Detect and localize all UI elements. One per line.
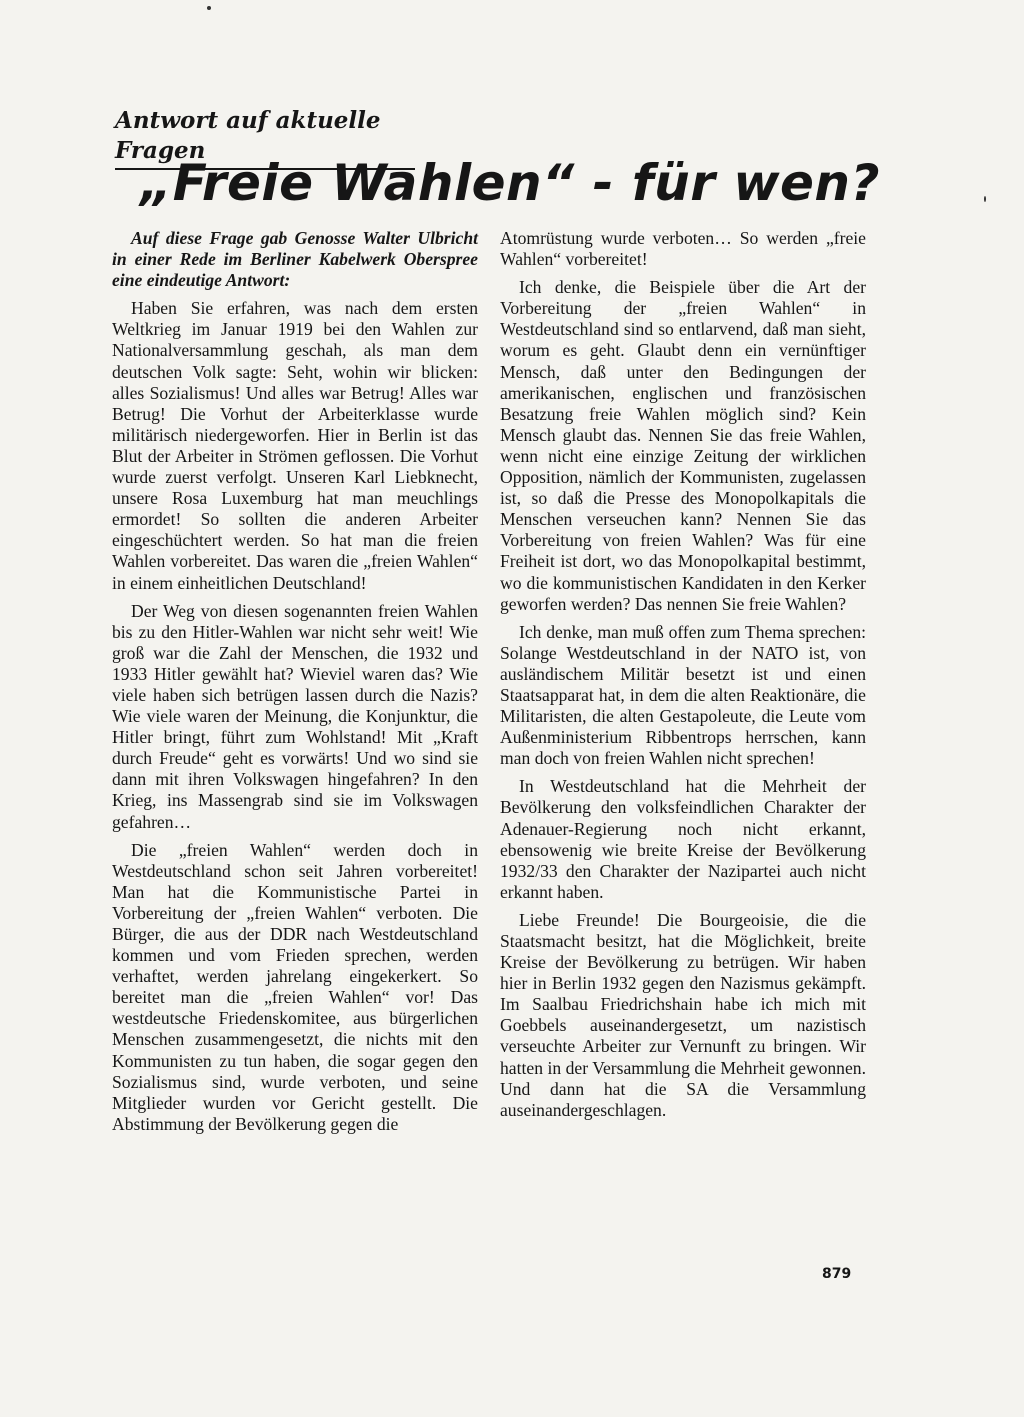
article-kicker: Antwort auf aktuelle Fragen	[115, 106, 415, 170]
body-paragraph: Der Weg von diesen sogenannten freien Wahlen bis zu den Hitler-Wahlen war nicht sehr weit! Wie groß war die Zahl der Menschen, die 1932 und 1933 Hitler gewählt hat? Wieviel waren das? Wie viele haben sich betrügen lassen durch die Nazis? Wie viele waren der Meinung, die Konjunktur, die Hitler bringt, führt zum Wohlstand! Mit „Kraft durch Freude“ geht es vorwärts! Und wo sind sie dann mit ihren Volkswagen hingefahren? In den Krieg, ins Massengrab sind sie im Volkswagen gefahren…	[112, 600, 478, 832]
scan-speck	[207, 6, 211, 10]
lead-paragraph: Auf diese Frage gab Genosse Walter Ulbricht in einer Rede im Berliner Kabelwerk Oberspree eine eindeutige Antwort:	[112, 228, 478, 291]
body-paragraph: In Westdeutschland hat die Mehrheit der Bevölkerung den volksfeindlichen Charakter der Adenauer-Regierung noch nicht erkannt, ebensowenig wie breite Kreise der Bevölkerung 1932/33 den Charakter der Nazipartei auch nicht erkannt haben.	[500, 776, 866, 902]
body-paragraph: Die „freien Wahlen“ werden doch in Westdeutschland schon seit Jahren vorbereitet! Man hat die Kommunistische Partei in Vorbereitung der „freien Wahlen“ verboten. Die Bürger, die aus der DDR nach Westdeutschland kommen und vom Frieden sprechen, werden verhaftet, werden jahrelang eingekerkert. So bereitet man die „freien Wahlen“ vor! Das westdeutsche Friedenskomitee, aus bürgerlichen Menschen zusammengesetzt, die nichts mit den Kommunisten zu tun haben, die sogar gegen den Sozialismus sind, wurde verboten, und seine Mitglieder wurden vor Gericht gestellt. Die Abstimmung der Bevölkerung gegen die	[112, 839, 478, 1134]
text-column-right	[500, 228, 866, 1128]
article-headline: „Freie Wahlen“ - für wen?	[140, 154, 881, 212]
scan-speck	[984, 196, 986, 202]
body-paragraph: Haben Sie erfahren, was nach dem ersten Weltkrieg im Januar 1919 bei den Wahlen zur Nationalversammlung geschah, als man dem deutschen Volk sagte: Seht, wohin wir blicken: alles Sozialismus! Und alles war Betrug! Alles war Betrug! Die Vorhut der Arbeiterklasse wurde militärisch niedergeworfen. Hier in Berlin ist das Blut der Arbeiter in Strömen geflossen. Die Vorhut wurde zuerst verfolgt. Unseren Karl Liebknecht, unsere Rosa Luxemburg hat man meuchlings ermordet! So sollten die anderen Arbeiter eingeschüchtert werden. So hat man die freien Wahlen vorbereitet. Das waren die „freien Wahlen“ in einem einheitlichen Deutschland!	[112, 298, 478, 593]
continued-paragraph: Atomrüstung wurde verboten… So werden „freie Wahlen“ vorbereitet!	[500, 228, 866, 270]
text-column-left	[112, 228, 478, 1142]
body-paragraph: Ich denke, die Beispiele über die Art der Vorbereitung der „freien Wahlen“ in Westdeutschland sind so entlarvend, daß man sieht, worum es geht. Glaubt denn ein vernünftiger Mensch, daß unter den Bedingungen der amerikanischen, englischen und französischen Besatzung freie Wahlen möglich sind? Kein Mensch glaubt das. Nennen Sie das freie Wahlen, wenn nicht eine einzige Zeitung der wirklichen Opposition, nämlich der Kommunisten, zugelassen ist, so daß die Presse des Monopolkapitals die Menschen verseuchen kann? Nennen Sie das Vorbereitung von freien Wahlen? Was für eine Freiheit ist dort, wo das Monopolkapital bestimmt, wo die kommunistischen Kandidaten in den Kerker geworfen werden? Das nennen Sie freie Wahlen?	[500, 277, 866, 614]
body-paragraph: Liebe Freunde! Die Bourgeoisie, die die Staatsmacht besitzt, hat die Möglichkeit, breite Kreise der Bevölkerung zu betrügen. Wir haben hier in Berlin 1932 gegen den Nazismus gekämpft. Im Saalbau Friedrichshain habe ich mich mit Goebbels auseinandergesetzt, um nazistisch verseuchte Arbeiter zur Vernunft zu bringen. Wir hatten in der Versammlung die Mehrheit gewonnen. Und dann hat die SA die Versammlung auseinandergeschlagen.	[500, 909, 866, 1120]
page-number: 879	[822, 1266, 852, 1282]
body-paragraph: Ich denke, man muß offen zum Thema sprechen: Solange Westdeutschland in der NATO ist, von ausländischem Militär besetzt ist und einen Staatsapparat hat, in dem die alten Reaktionäre, die Militaristen, die alten Gestapoleute, die Leute vom Außenministerium Ribbentrops herrschen, kann man doch von freien Wahlen nicht sprechen!	[500, 621, 866, 769]
